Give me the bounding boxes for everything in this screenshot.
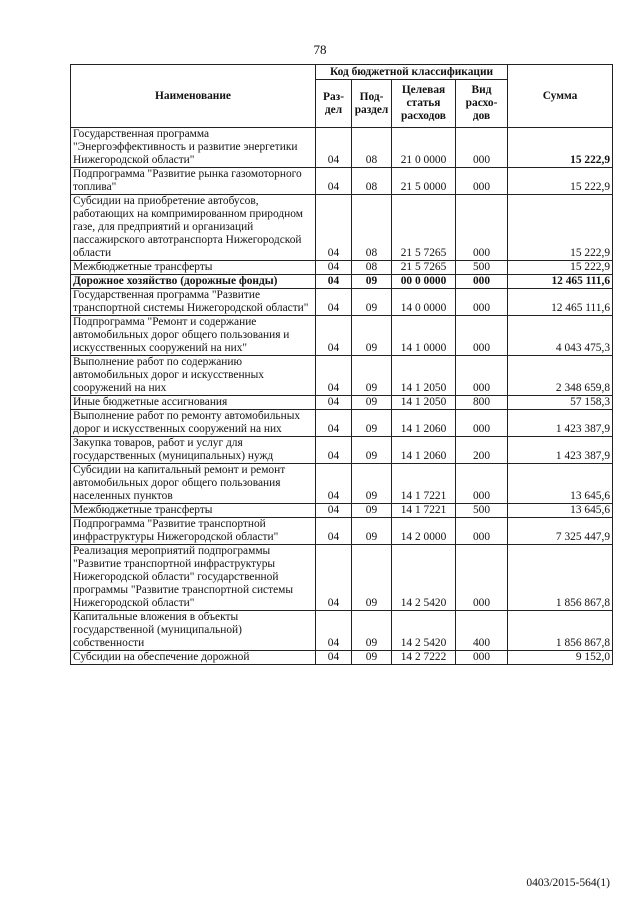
row-sum: 13 645,6 — [508, 504, 613, 518]
row-razdel: 04 — [316, 168, 352, 195]
table-row — [71, 128, 613, 168]
row-name: Дорожное хозяйство (дорожные фонды) — [71, 275, 316, 289]
row-sum: 2 348 659,8 — [508, 356, 613, 396]
row-name: Межбюджетные трансферты — [71, 504, 316, 518]
row-vid: 000 — [456, 289, 508, 316]
row-vid: 800 — [456, 396, 508, 410]
table-row — [71, 316, 613, 356]
row-sum: 15 222,9 — [508, 195, 613, 261]
row-name: Капитальные вложения в объекты государственной (муниципальной) собственности — [71, 611, 316, 651]
row-vid: 000 — [456, 195, 508, 261]
row-target: 14 1 0000 — [392, 316, 456, 356]
table-row — [71, 195, 613, 261]
row-razdel: 04 — [316, 195, 352, 261]
row-target: 21 5 7265 — [392, 195, 456, 261]
row-razdel: 04 — [316, 128, 352, 168]
row-sum: 15 222,9 — [508, 128, 613, 168]
row-razdel: 04 — [316, 275, 352, 289]
row-target: 14 2 7222 — [392, 651, 456, 665]
row-name: Межбюджетные трансферты — [71, 261, 316, 275]
row-name: Выполнение работ по содержанию автомобильных дорог и искусственных сооружений на них — [71, 356, 316, 396]
header-razdel: Раз-дел — [316, 80, 352, 128]
row-podrazdel: 09 — [352, 651, 392, 665]
table-row — [71, 168, 613, 195]
row-target: 21 0 0000 — [392, 128, 456, 168]
row-sum: 1 423 387,9 — [508, 410, 613, 437]
row-vid: 000 — [456, 128, 508, 168]
row-sum: 9 152,0 — [508, 651, 613, 665]
row-target: 14 1 2050 — [392, 356, 456, 396]
row-name: Иные бюджетные ассигнования — [71, 396, 316, 410]
row-razdel: 04 — [316, 437, 352, 464]
row-target: 21 5 0000 — [392, 168, 456, 195]
row-razdel: 04 — [316, 651, 352, 665]
row-name: Субсидии на обеспечение дорожной — [71, 651, 316, 665]
header-name: Наименование — [71, 65, 316, 128]
row-target: 21 5 7265 — [392, 261, 456, 275]
row-razdel: 04 — [316, 545, 352, 611]
row-podrazdel: 09 — [352, 518, 392, 545]
row-sum: 12 465 111,6 — [508, 289, 613, 316]
header-vid: Вид расхо-дов — [456, 80, 508, 128]
table-row — [71, 275, 613, 289]
table-row — [71, 651, 613, 665]
row-podrazdel: 09 — [352, 437, 392, 464]
row-name: Государственная программа "Энергоэффективность и развитие энергетики Нижегородской области" — [71, 128, 316, 168]
row-target: 14 0 0000 — [392, 289, 456, 316]
row-razdel: 04 — [316, 464, 352, 504]
row-podrazdel: 09 — [352, 611, 392, 651]
table-row — [71, 289, 613, 316]
row-name: Субсидии на капитальный ремонт и ремонт автомобильных дорог общего пользования населенных пунктов — [71, 464, 316, 504]
row-name: Подпрограмма "Ремонт и содержание автомобильных дорог общего пользования и искусственных сооружений на них" — [71, 316, 316, 356]
row-razdel: 04 — [316, 518, 352, 545]
row-podrazdel: 08 — [352, 195, 392, 261]
row-podrazdel: 09 — [352, 316, 392, 356]
table-row — [71, 261, 613, 275]
row-vid: 000 — [456, 518, 508, 545]
row-vid: 000 — [456, 410, 508, 437]
row-podrazdel: 09 — [352, 504, 392, 518]
row-name: Подпрограмма "Развитие транспортной инфраструктуры Нижегородской области" — [71, 518, 316, 545]
row-podrazdel: 09 — [352, 289, 392, 316]
row-name: Субсидии на приобретение автобусов, работающих на компримированном природном газе, для предприятий и организаций пассажирского автотранспорта Нижегородской области — [71, 195, 316, 261]
row-vid: 000 — [456, 356, 508, 396]
row-target: 14 1 2050 — [392, 396, 456, 410]
row-sum: 7 325 447,9 — [508, 518, 613, 545]
row-razdel: 04 — [316, 289, 352, 316]
row-vid: 000 — [456, 651, 508, 665]
row-razdel: 04 — [316, 396, 352, 410]
header-podrazdel: Под-раздел — [352, 80, 392, 128]
row-podrazdel: 09 — [352, 464, 392, 504]
row-sum: 1 856 867,8 — [508, 545, 613, 611]
row-razdel: 04 — [316, 316, 352, 356]
row-razdel: 04 — [316, 611, 352, 651]
row-name: Закупка товаров, работ и услуг для государственных (муниципальных) нужд — [71, 437, 316, 464]
row-razdel: 04 — [316, 356, 352, 396]
row-name: Выполнение работ по ремонту автомобильных дорог и искусственных сооружений на них — [71, 410, 316, 437]
row-target: 14 2 5420 — [392, 611, 456, 651]
table-body — [71, 128, 613, 665]
budget-table — [70, 64, 613, 665]
header-classification: Код бюджетной классификации — [316, 65, 508, 80]
row-vid: 000 — [456, 168, 508, 195]
row-vid: 000 — [456, 275, 508, 289]
row-vid: 200 — [456, 437, 508, 464]
row-podrazdel: 09 — [352, 356, 392, 396]
document-code: 0403/2015-564(1) — [526, 877, 610, 889]
table-row — [71, 356, 613, 396]
row-target: 14 2 0000 — [392, 518, 456, 545]
row-vid: 000 — [456, 464, 508, 504]
row-razdel: 04 — [316, 504, 352, 518]
row-podrazdel: 09 — [352, 545, 392, 611]
row-target: 14 2 5420 — [392, 545, 456, 611]
row-sum: 13 645,6 — [508, 464, 613, 504]
row-name: Реализация мероприятий подпрограммы "Развитие транспортной инфраструктуры Нижегородской области" государственной программы "Развитие транспортной системы Нижегородской области" — [71, 545, 316, 611]
row-sum: 1 856 867,8 — [508, 611, 613, 651]
table-row — [71, 410, 613, 437]
header-sum: Сумма — [508, 65, 613, 128]
row-podrazdel: 09 — [352, 410, 392, 437]
row-podrazdel: 08 — [352, 128, 392, 168]
row-podrazdel: 09 — [352, 396, 392, 410]
row-razdel: 04 — [316, 261, 352, 275]
row-vid: 500 — [456, 504, 508, 518]
row-podrazdel: 08 — [352, 261, 392, 275]
row-sum: 12 465 111,6 — [508, 275, 613, 289]
row-sum: 57 158,3 — [508, 396, 613, 410]
table-row — [71, 464, 613, 504]
row-name: Государственная программа "Развитие транспортной системы Нижегородской области" — [71, 289, 316, 316]
row-target: 14 1 7221 — [392, 504, 456, 518]
row-sum: 15 222,9 — [508, 168, 613, 195]
page-number: 78 — [313, 42, 327, 57]
row-sum: 1 423 387,9 — [508, 437, 613, 464]
row-name: Подпрограмма "Развитие рынка газомоторного топлива" — [71, 168, 316, 195]
row-target: 14 1 2060 — [392, 437, 456, 464]
row-target: 14 1 7221 — [392, 464, 456, 504]
row-podrazdel: 08 — [352, 168, 392, 195]
row-vid: 000 — [456, 316, 508, 356]
table-row — [71, 611, 613, 651]
row-target: 00 0 0000 — [392, 275, 456, 289]
row-sum: 4 043 475,3 — [508, 316, 613, 356]
table-row — [71, 545, 613, 611]
table-row — [71, 437, 613, 464]
row-podrazdel: 09 — [352, 275, 392, 289]
row-razdel: 04 — [316, 410, 352, 437]
table-row — [71, 396, 613, 410]
header-target: Целевая статья расходов — [392, 80, 456, 128]
row-target: 14 1 2060 — [392, 410, 456, 437]
row-vid: 000 — [456, 545, 508, 611]
row-vid: 400 — [456, 611, 508, 651]
table-row — [71, 504, 613, 518]
table-row — [71, 518, 613, 545]
row-vid: 500 — [456, 261, 508, 275]
row-sum: 15 222,9 — [508, 261, 613, 275]
